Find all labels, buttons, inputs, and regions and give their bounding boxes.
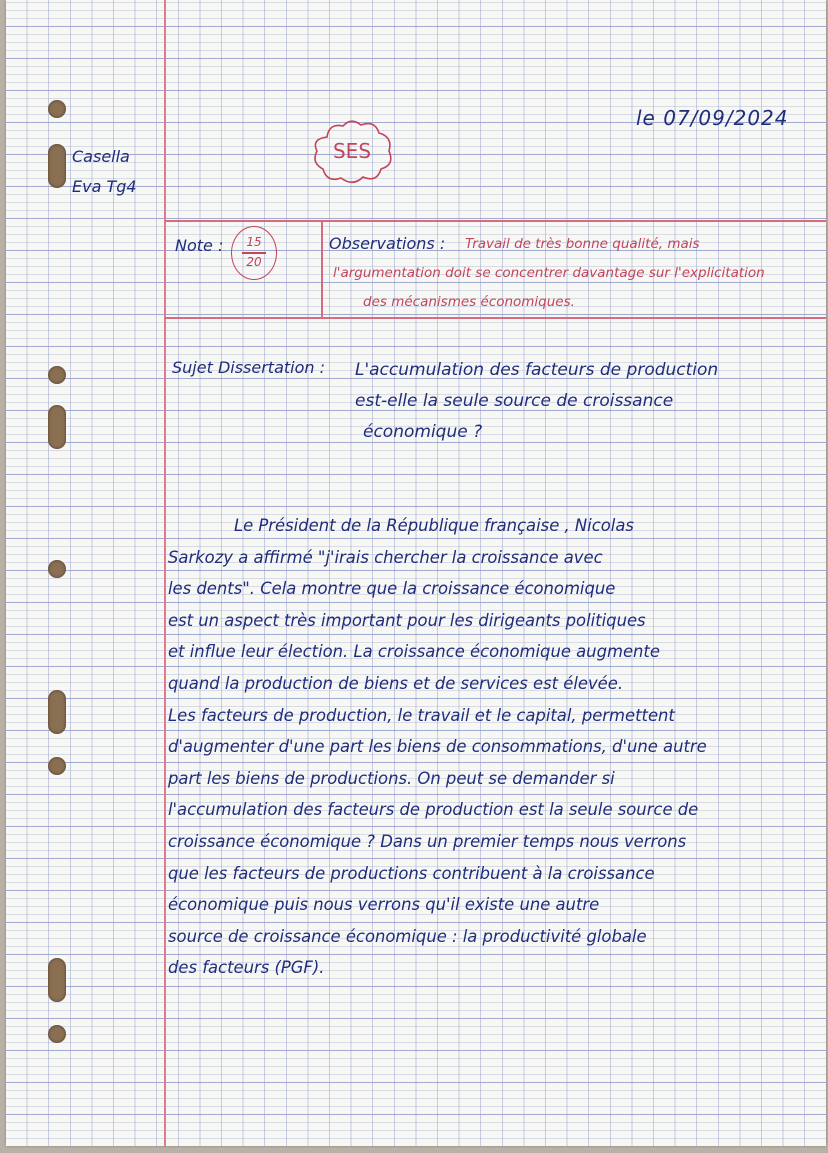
paragraph-line: des facteurs (PGF).	[168, 958, 325, 978]
paragraph-line: économique puis nous verrons qu'il existe une autre	[168, 895, 600, 915]
grading-divider	[321, 222, 323, 317]
paragraph-line: quand la production de biens et de services est élevée.	[168, 673, 624, 693]
introduction-paragraph	[168, 510, 707, 984]
margin-line	[164, 0, 166, 1146]
assignment-date: le 07/09/2024	[636, 106, 789, 130]
paragraph-line: part les biens de productions. On peut se demander si	[168, 768, 615, 788]
paragraph-line: les dents". Cela montre que la croissance économique	[168, 579, 616, 599]
binder-hole	[48, 690, 66, 734]
binder-hole	[48, 100, 66, 118]
student-name-line-1: Casella	[72, 147, 130, 166]
binder-hole	[48, 144, 66, 188]
notebook-sheet	[6, 0, 826, 1146]
paragraph-line: source de croissance économique : la productivité globale	[168, 926, 647, 946]
grade-fraction-bar	[242, 252, 266, 254]
paragraph-line: l'accumulation des facteurs de production est la seule source de	[168, 800, 699, 820]
grade-circle	[231, 226, 277, 280]
paragraph-line: d'augmenter d'une part les biens de consommations, d'une autre	[168, 737, 707, 757]
grading-box	[165, 220, 826, 319]
paragraph-line: est un aspect très important pour les dirigeants politiques	[168, 610, 646, 630]
observations-label: Observations :	[329, 234, 446, 253]
subject-label: Sujet Dissertation :	[172, 358, 326, 377]
paragraph-line: Les facteurs de production, le travail et le capital, permettent	[168, 705, 675, 725]
note-label: Note :	[175, 236, 224, 255]
grade-numerator: 15	[246, 235, 262, 249]
paragraph-line: et influe leur élection. La croissance économique augmente	[168, 642, 660, 662]
subject-badge	[309, 117, 395, 185]
binder-hole	[48, 757, 66, 775]
student-name	[72, 142, 137, 202]
paragraph-line: que les facteurs de productions contribuent à la croissance	[168, 863, 655, 883]
observation-line: Travail de très bonne qualité, mais	[465, 236, 700, 252]
paragraph-line: croissance économique ? Dans un premier temps nous verrons	[168, 831, 687, 851]
subject-line: est-elle la seule source de croissance	[355, 391, 674, 411]
subject-line: L'accumulation des facteurs de production	[355, 360, 719, 380]
binder-hole	[48, 560, 66, 578]
observation-line: des mécanismes économiques.	[363, 294, 575, 310]
subject-question	[355, 355, 718, 448]
grade-denominator: 20	[246, 255, 262, 269]
binder-hole	[48, 958, 66, 1002]
binder-hole	[48, 1025, 66, 1043]
paragraph-line: Sarkozy a affirmé "j'irais chercher la croissance avec	[168, 547, 603, 567]
student-class-line: Eva Tg4	[72, 177, 137, 196]
subject-badge-label: SES	[332, 139, 372, 163]
binder-hole	[48, 405, 66, 449]
binder-hole	[48, 366, 66, 384]
paragraph-line: Le Président de la République française , Nicolas	[234, 516, 634, 535]
observation-line: l'argumentation doit se concentrer davantage sur l'explicitation	[333, 265, 765, 281]
subject-line: économique ?	[363, 422, 483, 442]
